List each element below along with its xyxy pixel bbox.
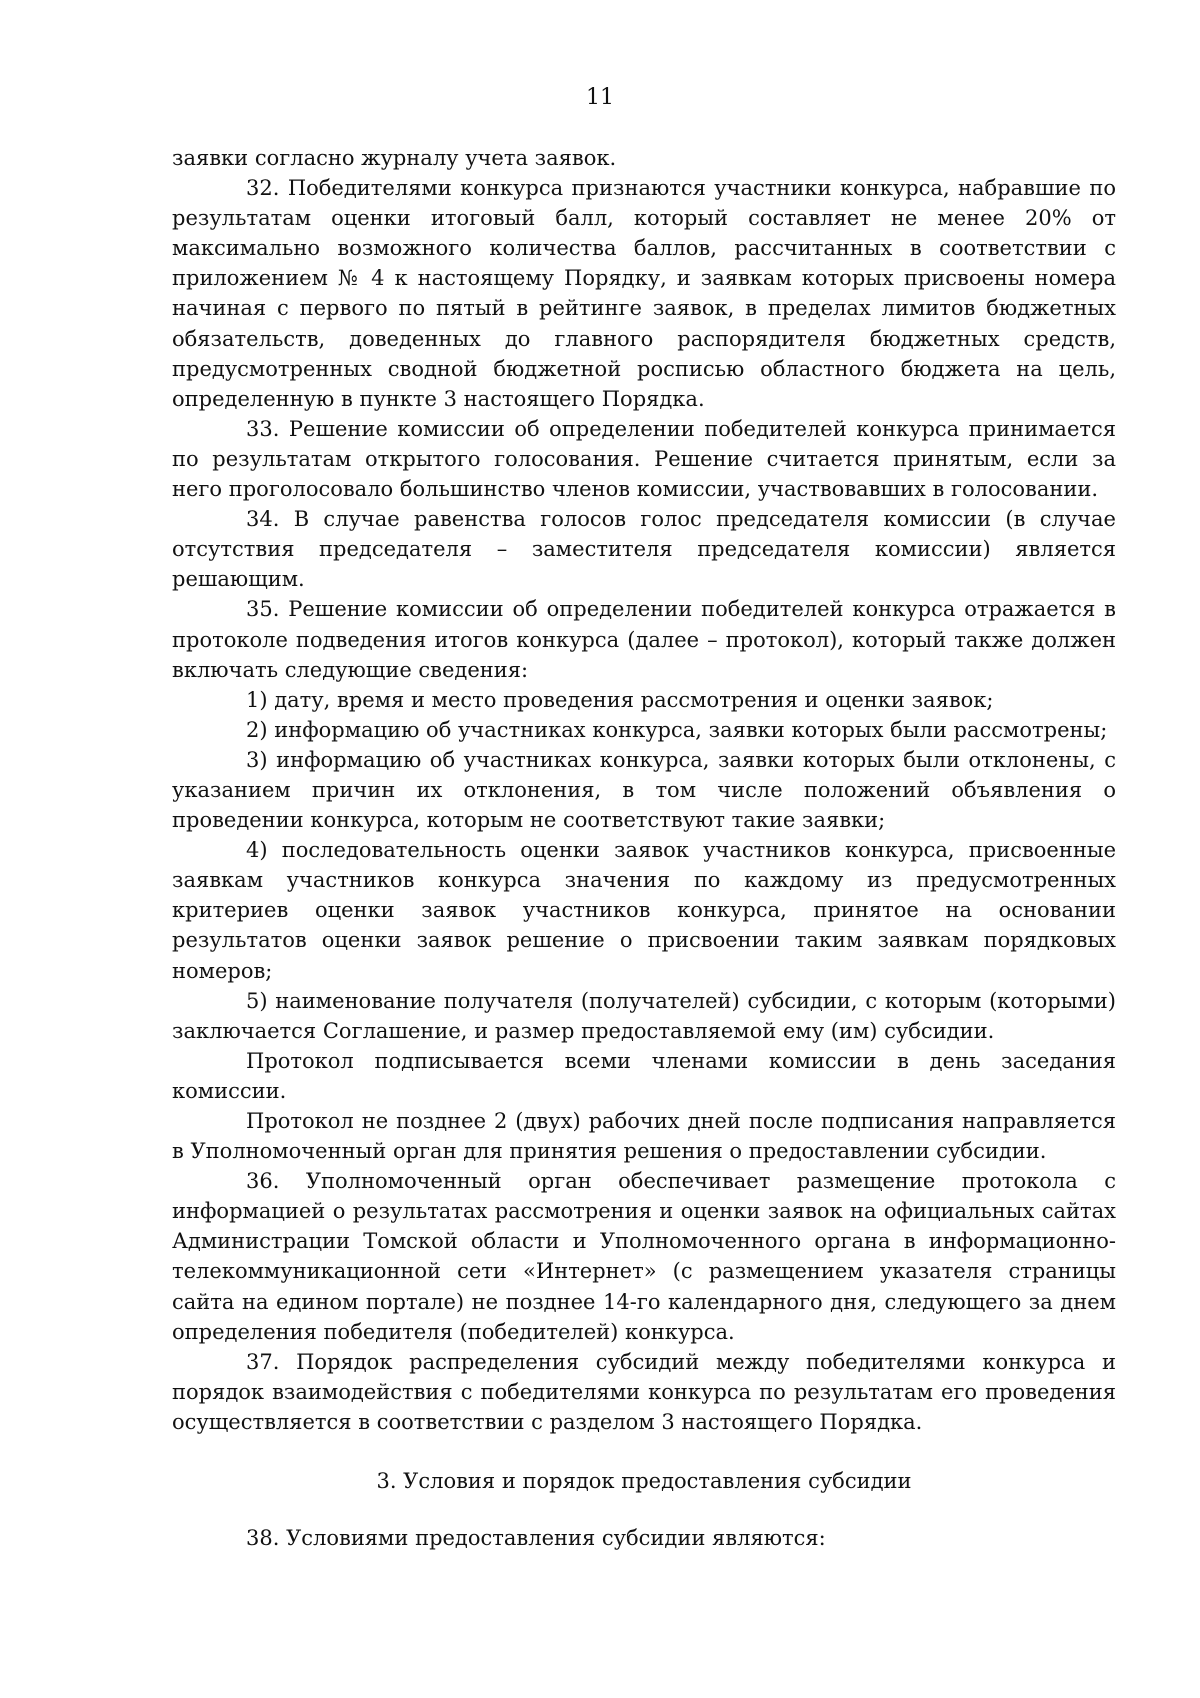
- page-number: 11: [586, 85, 614, 110]
- protocol-delivery-paragraph: Протокол не позднее 2 (двух) рабочих дней после подписания направляется в Уполномоченный орган для принятия решения о предоставлении субсидии.: [172, 1109, 1116, 1164]
- list-item-5: 5) наименование получателя (получателей) субсидии, с которым (которыми) заключается Соглашение, и размер предоставляемой ему (им) субсидии.: [172, 988, 1116, 1043]
- paragraph-35: 35. Решение комиссии об определении победителей конкурса отражается в протоколе подведения итогов конкурса (далее – протокол), который также должен включать следующие сведения:: [172, 597, 1116, 682]
- list-item-4: 4) последовательность оценки заявок участников конкурса, присвоенные заявкам участников конкурса значения по каждому из предусмотренных критериев оценки заявок участников конкурса, принятое на основании результатов оценки заявок решение о присвоении таким заявкам порядковых номеров;: [172, 838, 1116, 983]
- protocol-signing-paragraph: Протокол подписывается всеми членами комиссии в день заседания комиссии.: [172, 1048, 1116, 1103]
- list-item-3: 3) информацию об участниках конкурса, заявки которых были отклонены, с указанием причин их отклонения, в том числе положений объявления о проведении конкурса, которым не соответствуют такие заявки;: [172, 747, 1116, 833]
- paragraph-continuation: заявки согласно журналу учета заявок.: [172, 146, 617, 170]
- paragraph-32: 32. Победителями конкурса признаются участники конкурса, набравшие по результатам оценки итоговый балл, который составляет не менее 20% от максимально возможного количества баллов, рассчитанных в соответствии с приложением № 4 к настоящему Порядку, и заявкам которых присвоены номера начиная с первого по пятый в рейтинге заявок, в пределах лимитов бюджетных обязательств, доведенных до главного распорядителя бюджетных средств, предусмотренных сводной бюджетной росписью областного бюджета на цель, определенную в пункте 3 настоящего Порядка.: [172, 176, 1116, 411]
- list-item-1: 1) дату, время и место проведения рассмотрения и оценки заявок;: [246, 687, 994, 712]
- paragraph-36: 36. Уполномоченный орган обеспечивает размещение протокола с информацией о результатах рассмотрения и оценки заявок на официальных сайтах Администрации Томской области и Уполномоченного органа в информационно-телекоммуникационной сети «Интернет» (с размещением указателя страницы сайта на едином портале) не позднее 14-го календарного дня, следующего за днем определения победителя (победителей) конкурса.: [172, 1169, 1116, 1344]
- paragraph-33: 33. Решение комиссии об определении победителей конкурса принимается по результатам открытого голосования. Решение считается принятым, если за него проголосовало большинство членов комиссии, участвовавших в голосовании.: [172, 416, 1116, 502]
- paragraph-37: 37. Порядок распределения субсидий между победителями конкурса и порядок взаимодействия с победителями конкурса по результатам его проведения осуществляется в соответствии с разделом 3 настоящего Порядка.: [172, 1349, 1116, 1434]
- paragraph-34: 34. В случае равенства голосов голос председателя комиссии (в случае отсутствия председателя – заместителя председателя комиссии) является решающим.: [172, 507, 1116, 592]
- section-heading: 3. Условия и порядок предоставления субсидии: [376, 1469, 912, 1494]
- paragraph-38: 38. Условиями предоставления субсидии являются:: [246, 1526, 826, 1551]
- list-item-2: 2) информацию об участниках конкурса, заявки которых были рассмотрены;: [246, 717, 1108, 742]
- document-body: [172, 143, 1116, 1553]
